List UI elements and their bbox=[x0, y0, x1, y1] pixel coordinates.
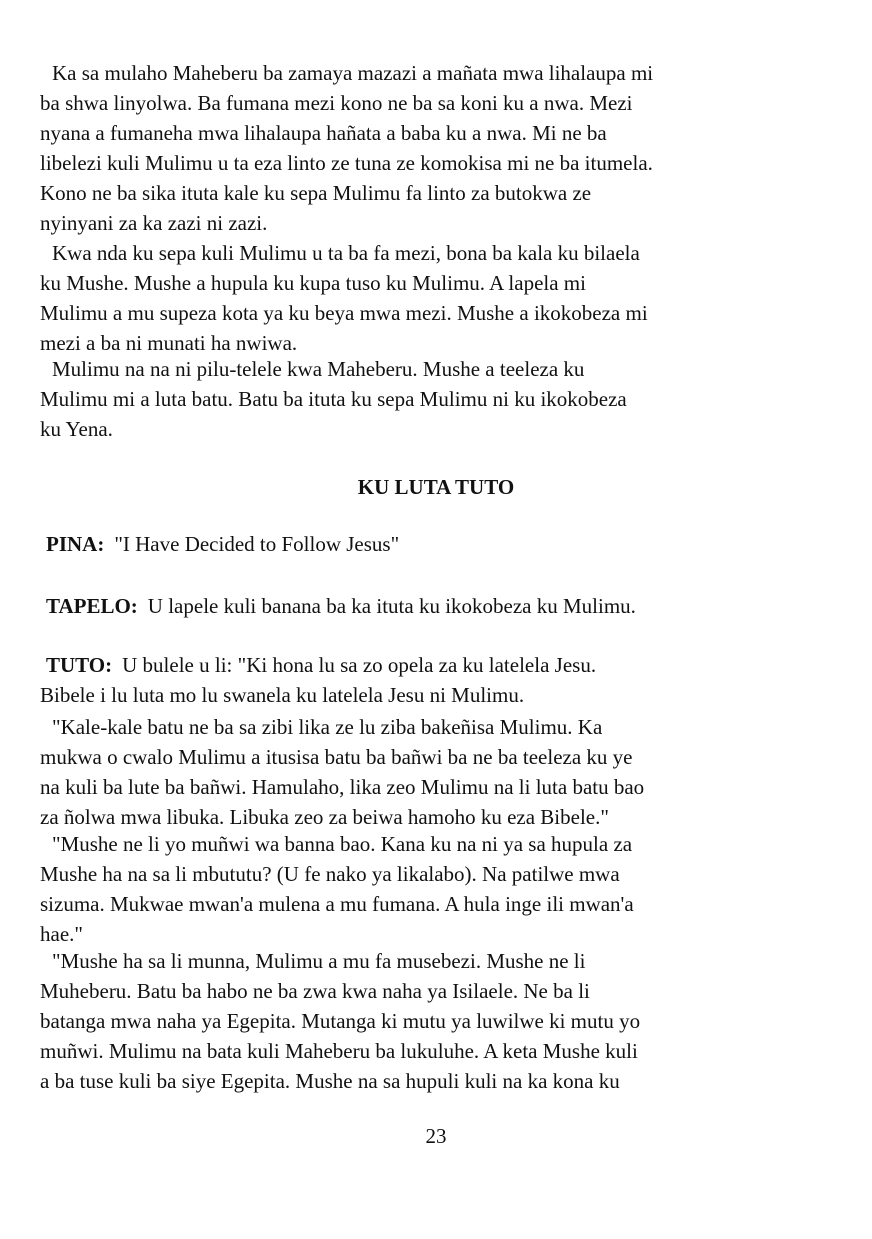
paragraph-6 bbox=[40, 946, 840, 1096]
paragraph-2 bbox=[40, 238, 840, 358]
text-line: nyana a fumaneha mwa lihalaupa hañata a baba ku a nwa. Mi ne ba bbox=[40, 121, 607, 145]
page-number: 23 bbox=[425, 1124, 447, 1148]
text-line: Muheberu. Batu ba habo ne ba zwa kwa naha ya Isilaele. Ne ba li bbox=[40, 979, 590, 1003]
tapelo-label: TAPELO: bbox=[46, 594, 138, 618]
pina-label: PINA: bbox=[46, 532, 105, 556]
text-line: za ñolwa mwa libuka. Libuka zeo za beiwa hamoho ku eza Bibele." bbox=[40, 805, 609, 829]
section-title: KU LUTA TUTO bbox=[357, 475, 515, 499]
tuto-label: TUTO: bbox=[46, 653, 113, 677]
text-line: nyinyani za ka zazi ni zazi. bbox=[40, 211, 268, 235]
text-line: ba shwa linyolwa. Ba fumana mezi kono ne ba sa koni ku a nwa. Mezi bbox=[40, 91, 633, 115]
pina-text: "I Have Decided to Follow Jesus" bbox=[114, 532, 400, 556]
pina-line bbox=[46, 532, 399, 557]
text-line: libelezi kuli Mulimu u ta eza linto ze tuna ze komokisa mi ne ba itumela. bbox=[40, 151, 653, 175]
text-line: sizuma. Mukwae mwan'a mulena a mu fumana. A hula inge ili mwan'a bbox=[40, 892, 634, 916]
text-line: "Kale-kale batu ne ba sa zibi lika ze lu ziba bakeñisa Mulimu. Ka bbox=[52, 715, 603, 739]
paragraph-1 bbox=[40, 58, 840, 238]
text-line: mezi a ba ni munati ha nwiwa. bbox=[40, 331, 298, 355]
text-line: a ba tuse kuli ba siye Egepita. Mushe na sa hupuli kuli na ka kona ku bbox=[40, 1069, 620, 1093]
tuto-line bbox=[40, 650, 840, 680]
text-line: na kuli ba lute ba bañwi. Hamulaho, lika zeo Mulimu na li luta batu bao bbox=[40, 775, 645, 799]
paragraph-4 bbox=[40, 712, 840, 832]
tapelo-line bbox=[46, 594, 636, 619]
paragraph-5 bbox=[40, 829, 840, 949]
text-line: ku Yena. bbox=[40, 417, 113, 441]
text-line: Mushe ha na sa li mbututu? (U fe nako ya likalabo). Na patilwe mwa bbox=[40, 862, 620, 886]
tapelo-text: U lapele kuli banana ba ka ituta ku ikokobeza ku Mulimu. bbox=[147, 594, 636, 618]
text-line: Kono ne ba sika ituta kale ku sepa Mulimu fa linto za butokwa ze bbox=[40, 181, 592, 205]
text-line: muñwi. Mulimu na bata kuli Maheberu ba lukuluhe. A keta Mushe kuli bbox=[40, 1039, 638, 1063]
text-line: "Mushe ha sa li munna, Mulimu a mu fa musebezi. Mushe ne li bbox=[52, 949, 586, 973]
text-line: Mulimu a mu supeza kota ya ku beya mwa mezi. Mushe a ikokobeza mi bbox=[40, 301, 648, 325]
text-line: "Mushe ne li yo muñwi wa banna bao. Kana ku na ni ya sa hupula za bbox=[52, 832, 633, 856]
text-line: ku Mushe. Mushe a hupula ku kupa tuso ku Mulimu. A lapela mi bbox=[40, 271, 586, 295]
text-line: Mulimu mi a luta batu. Batu ba ituta ku sepa Mulimu ni ku ikokobeza bbox=[40, 387, 627, 411]
paragraph-3 bbox=[40, 354, 840, 444]
text-line: hae." bbox=[40, 922, 83, 946]
text-line: Bibele i lu luta mo lu swanela ku latelela Jesu ni Mulimu. bbox=[40, 683, 525, 707]
text-line: batanga mwa naha ya Egepita. Mutanga ki mutu ya luwilwe ki mutu yo bbox=[40, 1009, 641, 1033]
tuto-paragraph bbox=[40, 650, 840, 710]
text-line: Mulimu na na ni pilu-telele kwa Maheberu. Mushe a teeleza ku bbox=[52, 357, 585, 381]
text-line: Ka sa mulaho Maheberu ba zamaya mazazi a mañata mwa lihalaupa mi bbox=[52, 61, 654, 85]
text-line: Kwa nda ku sepa kuli Mulimu u ta ba fa mezi, bona ba kala ku bilaela bbox=[52, 241, 640, 265]
tuto-text: U bulele u li: "Ki hona lu sa zo opela za ku latelela Jesu. bbox=[122, 653, 597, 677]
text-line: mukwa o cwalo Mulimu a itusisa batu ba bañwi ba ne ba teeleza ku ye bbox=[40, 745, 633, 769]
